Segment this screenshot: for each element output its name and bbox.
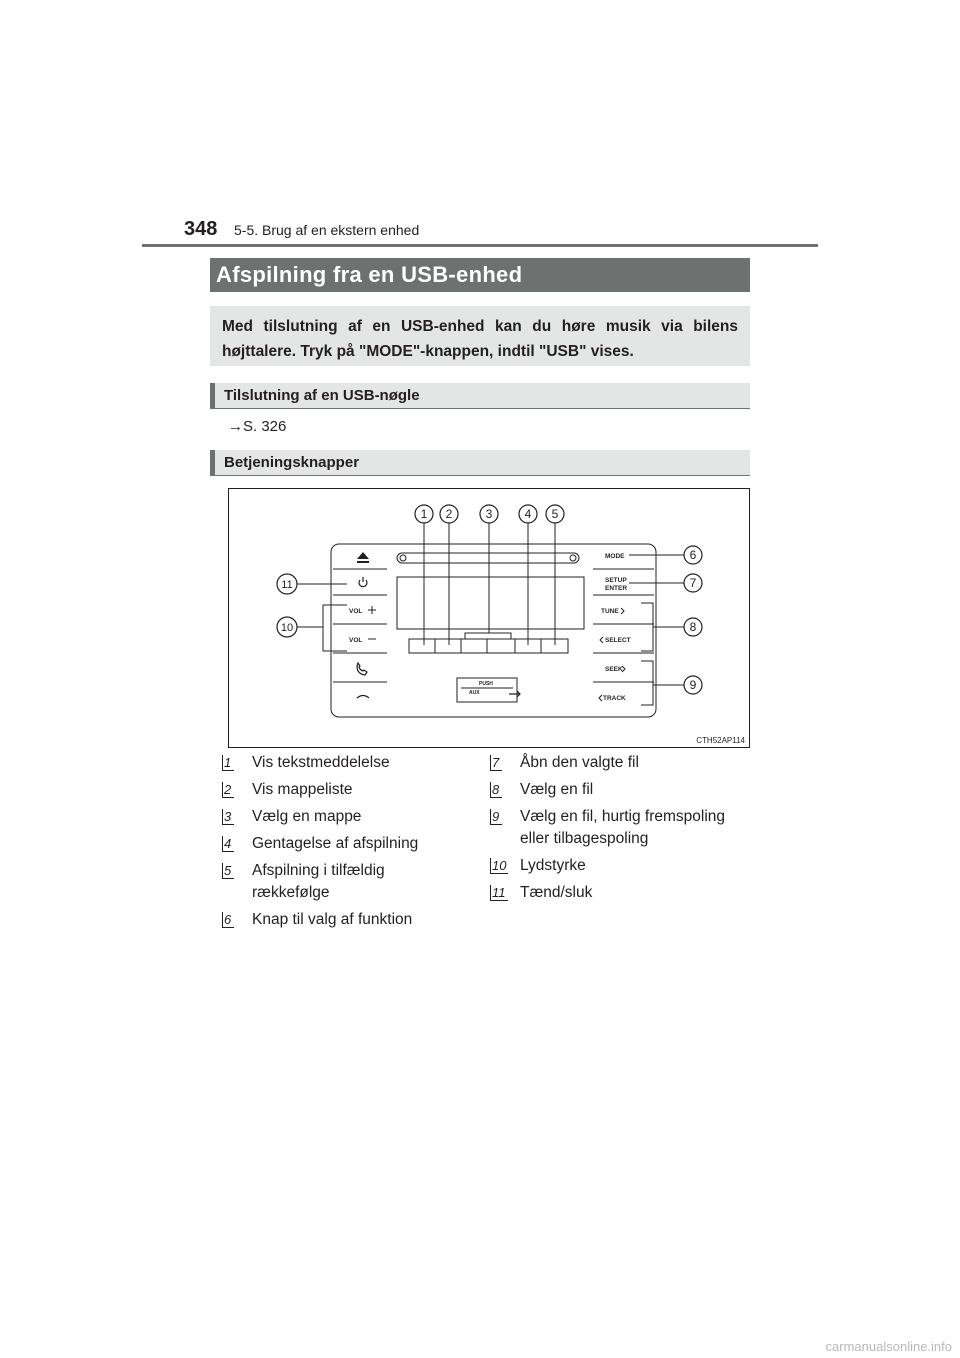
soft-button-row bbox=[409, 639, 568, 653]
audio-panel-illustration bbox=[229, 489, 749, 747]
legend-text: Gentagelse af afspilning bbox=[252, 835, 419, 852]
legend-text: Knap til valg af funktion bbox=[252, 911, 413, 928]
callout-5: 5 bbox=[551, 507, 559, 521]
mode-label: MODE bbox=[605, 553, 625, 560]
legend-item bbox=[490, 855, 752, 877]
legend-text: Vis tekstmeddelelse bbox=[252, 754, 390, 771]
seek-label: SEEK bbox=[605, 666, 623, 673]
enter-label: ENTER bbox=[605, 585, 628, 592]
legend-number: 9 bbox=[490, 809, 502, 825]
watermark: carmanualsonline.info bbox=[825, 1339, 952, 1354]
legend-number: 11 bbox=[490, 885, 508, 901]
track-label: TRACK bbox=[603, 695, 626, 702]
vol-up-label: VOL bbox=[349, 608, 363, 615]
tune-arrow-icon bbox=[621, 608, 624, 614]
callout-3: 3 bbox=[485, 507, 493, 521]
usb-icon bbox=[509, 691, 520, 697]
legend-text: Afspilning i tilfældig rækkefølge bbox=[252, 862, 385, 901]
legend-item bbox=[222, 909, 462, 931]
legend-number: 6 bbox=[222, 912, 234, 928]
legend-text: Vis mappeliste bbox=[252, 781, 353, 798]
page-reference-link[interactable]: →S. 326 bbox=[228, 418, 287, 435]
callout-8: 8 bbox=[689, 620, 697, 634]
legend-number: 1 bbox=[222, 755, 234, 771]
legend-text: Vælg en fil, hurtig fremspoling eller tilbagespoling bbox=[520, 808, 726, 847]
legend-number: 10 bbox=[492, 858, 507, 873]
callout-4: 4 bbox=[524, 507, 532, 521]
legend-text: Vælg en mappe bbox=[252, 808, 362, 825]
select-label: SELECT bbox=[605, 637, 631, 644]
section-title: Afspilning fra en USB-enhed bbox=[210, 258, 750, 292]
legend-item bbox=[222, 860, 442, 904]
legend-item bbox=[490, 806, 752, 850]
legend-left bbox=[222, 752, 462, 936]
select-arrow-icon bbox=[600, 637, 603, 643]
figure-code: CTH52AP114 bbox=[696, 736, 745, 745]
legend-text: Lydstyrke bbox=[520, 857, 586, 874]
legend-text: Vælg en fil bbox=[520, 781, 594, 798]
push-label: PUSH bbox=[479, 681, 493, 687]
legend-number: 5 bbox=[222, 863, 234, 879]
phone-hangup-icon bbox=[357, 696, 369, 699]
callout-1: 1 bbox=[420, 507, 428, 521]
legend-text: Åbn den valgte fil bbox=[520, 754, 639, 771]
panel-outline bbox=[331, 544, 656, 717]
callout-7: 7 bbox=[689, 576, 697, 590]
header-divider bbox=[142, 244, 818, 247]
track-arrow-icon bbox=[599, 695, 602, 701]
legend-item bbox=[222, 752, 462, 774]
phone-pickup-icon bbox=[357, 663, 367, 675]
legend-number: 3 bbox=[222, 809, 234, 825]
aux-label: AUX bbox=[469, 690, 480, 696]
breadcrumb: 5-5. Brug af en ekstern enhed bbox=[234, 222, 420, 238]
audio-panel-figure bbox=[228, 488, 750, 748]
subheading-controls: Betjeningsknapper bbox=[210, 450, 750, 476]
setup-label: SETUP bbox=[605, 577, 627, 584]
callout-11: 11 bbox=[281, 579, 293, 591]
legend-item bbox=[490, 779, 752, 801]
callout-9: 9 bbox=[689, 678, 697, 692]
tune-label: TUNE bbox=[601, 608, 619, 615]
intro-text: Med tilslutning af en USB-enhed kan du høre musik via bilens højttalere. Tryk på "MODE"-knappen, indtil "USB" vises. bbox=[210, 306, 750, 366]
legend-item bbox=[222, 806, 462, 828]
legend-item bbox=[222, 833, 462, 855]
display-area bbox=[397, 577, 584, 629]
legend-item bbox=[222, 779, 462, 801]
legend-item bbox=[490, 752, 752, 774]
legend-number: 4 bbox=[222, 836, 234, 852]
callout-6: 6 bbox=[689, 548, 697, 562]
subheading-usb-connection: Tilslutning af en USB-nøgle bbox=[210, 383, 750, 409]
legend-number: 8 bbox=[490, 782, 502, 798]
page-number: 348 bbox=[184, 218, 218, 240]
eject-icon bbox=[357, 552, 369, 559]
eject-icon-bar bbox=[357, 561, 369, 563]
legend-right bbox=[490, 752, 752, 909]
callout-10: 10 bbox=[280, 622, 294, 634]
vol-down-label: VOL bbox=[349, 637, 363, 644]
legend-text: Tænd/sluk bbox=[520, 884, 593, 901]
callout-2: 2 bbox=[445, 507, 453, 521]
legend-item bbox=[490, 882, 752, 904]
legend-number: 7 bbox=[490, 755, 502, 771]
legend-number: 2 bbox=[222, 782, 234, 798]
